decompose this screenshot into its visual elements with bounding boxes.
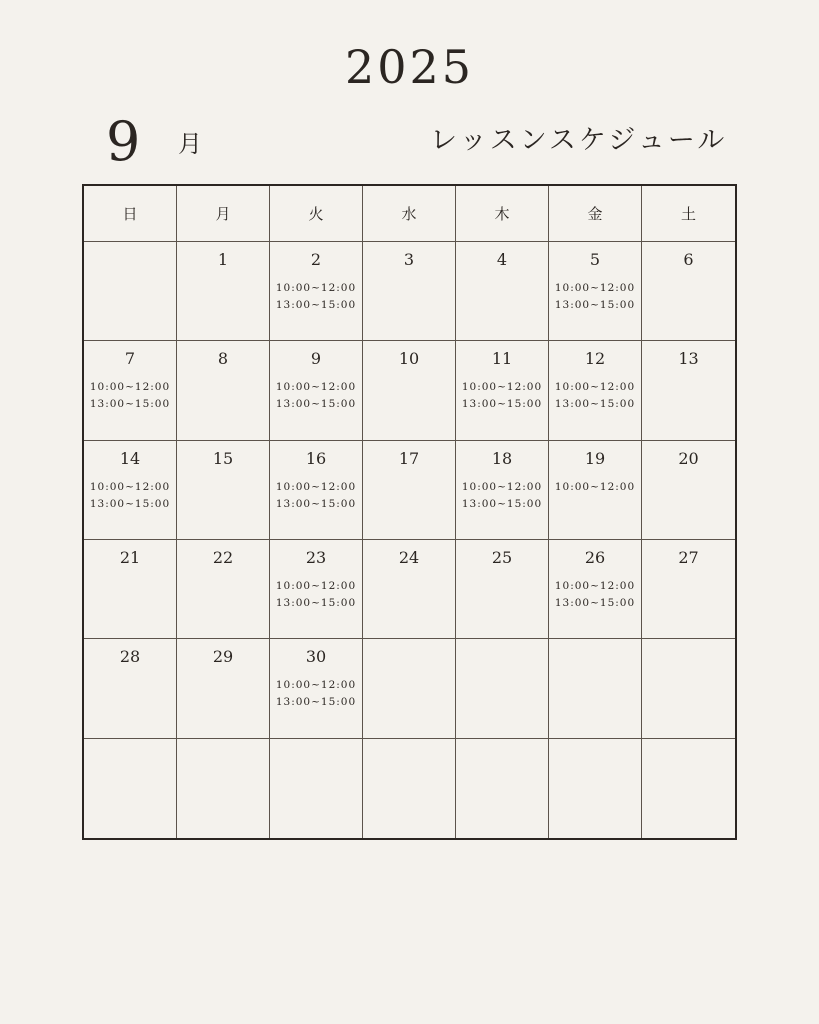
lesson-slots [456,479,548,513]
lesson-time-slot: 13:00~15:00 [554,299,636,311]
day-number: 21 [119,548,141,567]
day-number: 11 [491,349,513,369]
day-number: 19 [584,448,606,468]
day-number: 24 [398,548,420,567]
lesson-time-slot: 13:00~15:00 [275,696,357,709]
weekday-header: 水 [363,186,456,242]
lesson-slots [549,379,641,413]
day-number: 8 [217,349,229,369]
lesson-time-slot: 10:00~12:00 [275,381,357,394]
empty-day-cell [84,242,177,341]
lesson-time-slot: 10:00~12:00 [89,381,171,394]
day-number: 15 [212,448,234,468]
lesson-time-slot: 13:00~15:00 [275,398,357,411]
day-cell [84,341,177,440]
day-cell [270,639,363,738]
lesson-time-slot: 10:00~12:00 [554,480,636,493]
day-number: 1 [217,250,229,269]
lesson-time-slot: 13:00~15:00 [461,398,543,411]
month-number: 9 [106,110,141,173]
lesson-time-slot: 10:00~12:00 [461,480,543,493]
lesson-slots [270,677,362,711]
day-cell [363,242,456,341]
day-cell [270,441,363,540]
day-cell [84,441,177,540]
weekday-header: 日 [84,186,177,242]
day-number: 20 [678,448,699,468]
schedule-title: レッスンスケジュール [430,125,728,156]
lesson-time-slot: 13:00~15:00 [275,597,357,609]
lesson-time-slot: 13:00~15:00 [461,497,543,510]
day-cell [270,540,363,639]
weekday-header: 火 [270,186,363,242]
day-number: 14 [119,448,141,468]
day-number: 29 [212,647,234,667]
day-cell [84,540,177,639]
empty-day-cell [84,739,177,838]
year-heading: 2025 [344,40,475,94]
empty-day-cell [363,639,456,738]
day-cell [363,341,456,440]
day-cell [642,441,735,540]
lesson-time-slot: 10:00~12:00 [461,381,543,394]
day-cell [177,242,270,341]
lesson-time-slot: 10:00~12:00 [554,381,636,394]
lesson-time-slot: 10:00~12:00 [275,282,357,294]
empty-day-cell [456,739,549,838]
day-number: 9 [310,349,322,369]
empty-day-cell [549,739,642,838]
lesson-time-slot: 10:00~12:00 [554,580,636,592]
lesson-time-slot: 10:00~12:00 [275,580,357,592]
weekday-header: 土 [642,186,735,242]
day-number: 7 [124,349,136,369]
lesson-time-slot: 13:00~15:00 [89,497,171,510]
lesson-time-slot: 13:00~15:00 [89,398,171,411]
lesson-slots [270,379,362,413]
day-cell [549,540,642,639]
calendar-grid [82,184,737,840]
empty-day-cell [270,739,363,838]
day-number: 16 [305,448,327,468]
lesson-slots [270,479,362,513]
day-number: 12 [584,349,606,369]
empty-day-cell [363,739,456,838]
lesson-slots [270,578,362,612]
day-cell [177,639,270,738]
day-cell [456,341,549,440]
day-number: 6 [683,250,694,269]
day-cell [363,441,456,540]
day-cell [177,341,270,440]
lesson-time-slot: 13:00~15:00 [275,299,357,311]
day-cell [456,540,549,639]
day-cell [177,441,270,540]
lesson-slots [549,280,641,314]
day-cell [642,540,735,639]
day-cell [549,441,642,540]
day-number: 26 [584,548,606,567]
lesson-time-slot: 13:00~15:00 [275,497,357,510]
day-cell [177,540,270,639]
day-cell [642,341,735,440]
day-cell [549,242,642,341]
day-cell [456,441,549,540]
lesson-slots [270,280,362,314]
lesson-slots [84,379,176,413]
weekday-header: 木 [456,186,549,242]
lesson-slots [84,479,176,513]
weekday-header: 月 [177,186,270,242]
day-cell [84,639,177,738]
day-number: 3 [403,250,415,269]
lesson-time-slot: 13:00~15:00 [554,597,636,609]
lesson-slots [549,578,641,612]
day-number: 4 [496,250,508,269]
day-number: 28 [119,647,141,667]
day-number: 22 [212,548,234,567]
day-number: 5 [589,250,601,269]
day-number: 23 [305,548,327,567]
month-label: 月 [178,130,202,158]
empty-day-cell [642,639,735,738]
day-number: 10 [398,349,420,369]
day-cell [270,242,363,341]
lesson-time-slot: 13:00~15:00 [554,398,636,411]
day-cell [363,540,456,639]
lesson-slots [456,379,548,413]
empty-day-cell [177,739,270,838]
day-cell [642,242,735,341]
empty-day-cell [549,639,642,738]
day-number: 27 [678,548,699,567]
day-cell [549,341,642,440]
lesson-time-slot: 10:00~12:00 [89,480,171,493]
empty-day-cell [456,639,549,738]
lesson-time-slot: 10:00~12:00 [275,679,357,692]
lesson-time-slot: 10:00~12:00 [275,480,357,493]
day-number: 25 [491,548,513,567]
day-number: 18 [491,448,513,468]
day-cell [456,242,549,341]
day-cell [270,341,363,440]
day-number: 13 [678,349,699,369]
lesson-time-slot: 10:00~12:00 [554,282,636,294]
empty-day-cell [642,739,735,838]
day-number: 2 [310,250,322,269]
lesson-slots [549,479,641,496]
weekday-header: 金 [549,186,642,242]
day-number: 17 [398,448,420,468]
day-number: 30 [305,647,327,667]
